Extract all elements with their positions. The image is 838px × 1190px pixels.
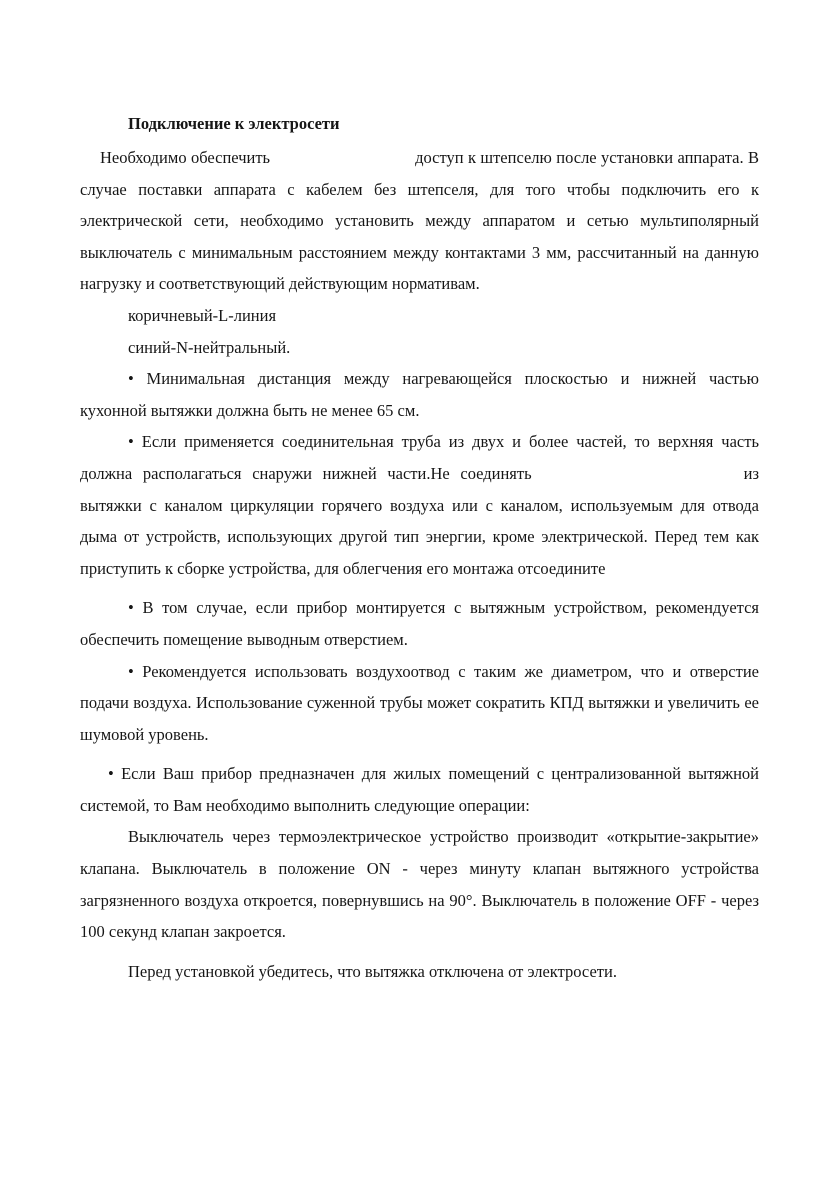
bullet-pipe-rest-text: из вытяжки с каналом циркуляции горячего воздуха или с каналом, используемым для отвода дыма от устройств, использующих другой тип энергии, кроме электрической. Перед тем как приступить к сборке устройства, для облегчения его монтажа отсоедините (80, 463, 759, 578)
bullet-central: • Если Ваш прибор предназначен для жилых помещений с централизованной вытяжной системой, то Вам необходимо выполнить следующие операции: (80, 764, 759, 815)
bullet-pipe (80, 426, 759, 584)
bullet-distance: • Минимальная дистанция между нагревающейся плоскостью и нижней частью кухонной вытяжки должна быть не менее 65 см. (80, 369, 759, 420)
wire-blue-line: синий-N-нейтральный. (128, 337, 291, 357)
wire-brown-line: коричневый-L-линия (128, 305, 277, 325)
final-paragraph: Перед установкой убедитесь, что вытяжка отключена от электросети. (128, 961, 617, 981)
bullet-pipe-lead-text: • Если применяется соединительная труба из двух и более частей, то верхняя часть должна располагаться снаружи нижней части.Не соединять (80, 432, 759, 483)
section-title: Подключение к электросети (128, 114, 340, 133)
bullet-vent: • В том случае, если прибор монтируется с вытяжным устройством, рекомендуется обеспечить помещение выводным отверстием. (80, 598, 759, 649)
text-gap (532, 478, 744, 479)
intro-lead-text: Необходимо обеспечить (100, 148, 271, 167)
intro-paragraph (80, 142, 759, 300)
valve-paragraph: Выключатель через термоэлектрическое устройство производит «открытие-закрытие» клапана. Выключатель в положение ON - через минуту клапан вытяжного устройства загрязненного воздуха откроется, повернувшись на 90°. Выключатель в положение OFF - через 100 секунд клапан закроется. (80, 827, 759, 942)
intro-rest-text: доступ к штепселю после установки аппарата. В случае поставки аппарата с кабелем без штепселя, для того чтобы подключить его к электрической сети, необходимо установить между аппаратом и сетью мультиполярный выключатель с минимальным расстоянием между контактами 3 мм, рассчитанный на данную нагрузку и соответствующий действующим нормативам. (80, 148, 759, 294)
text-gap (270, 162, 415, 163)
bullet-duct: • Рекомендуется использовать воздухоотвод с таким же диаметром, что и отверстие подачи воздуха. Использование суженной трубы может сократить КПД вытяжки и увеличить ее шумовой уровень. (80, 661, 759, 744)
